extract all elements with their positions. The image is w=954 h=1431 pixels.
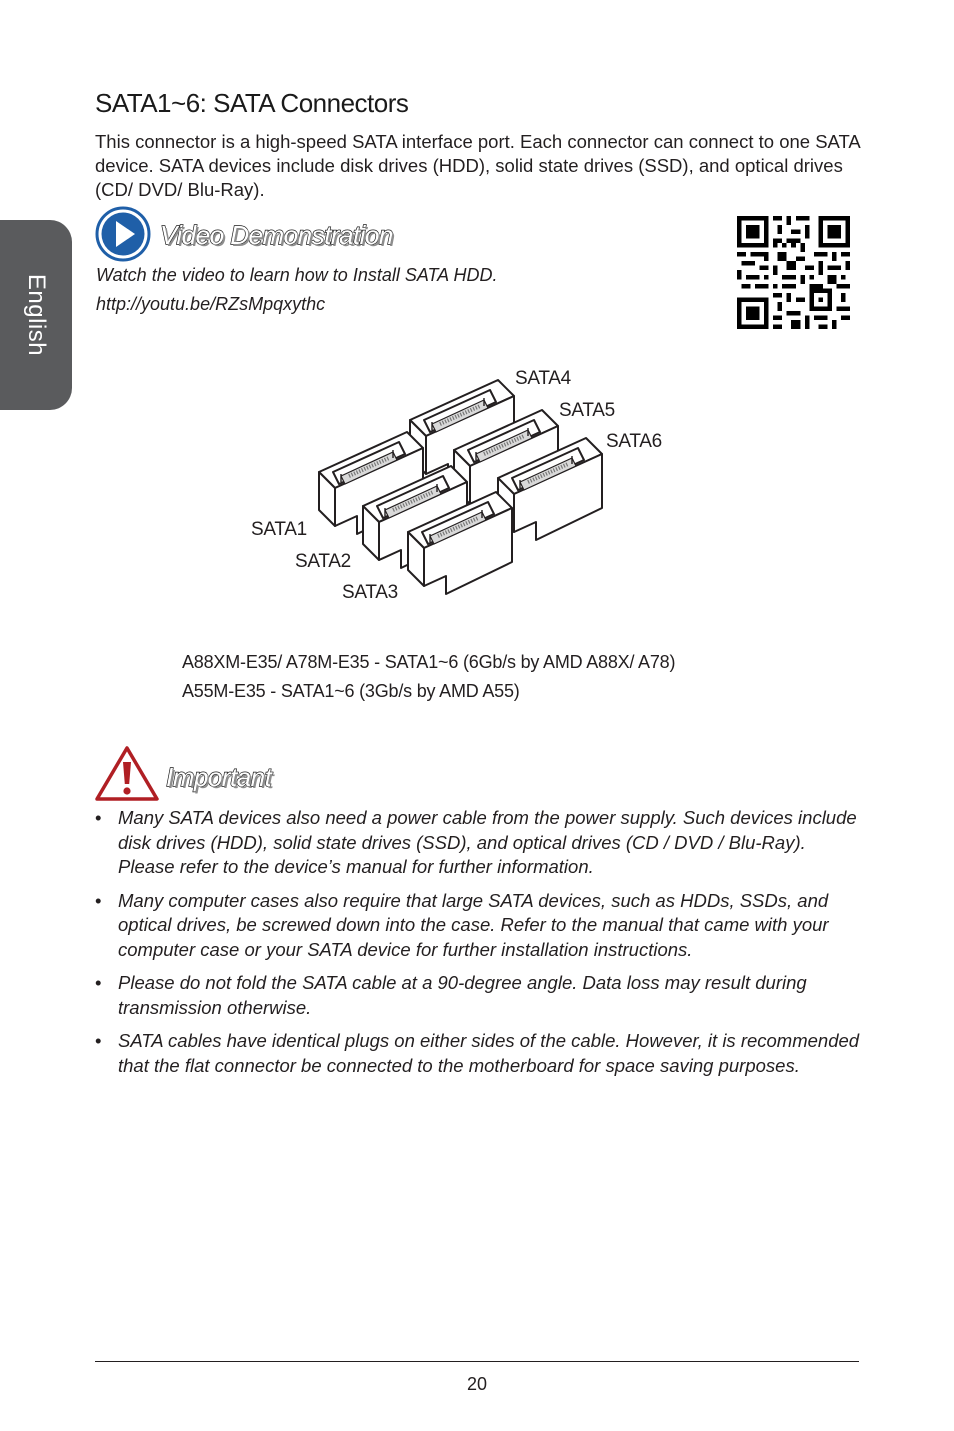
language-tab-label: English [23,273,50,357]
play-icon [95,206,151,262]
important-heading: Important [166,762,272,792]
sata4-label: SATA4 [515,368,571,389]
footer-divider [95,1361,859,1362]
video-link[interactable]: http://youtu.be/RZsMpqxythc [96,294,326,314]
list-item [95,971,865,1020]
list-item [95,806,865,880]
video-heading: Video Demonstration [160,220,393,250]
bullet-marker: • [95,1030,102,1051]
section-title: SATA1~6: SATA Connectors [95,88,409,118]
list-item-text: Many SATA devices also need a power cable from the power supply. Such devices include disk drives (HDD), solid state drives (SSD), and optical drives (CD / DVD / Blu-Ray). Please refer to the device’s manual for further information. [118,807,857,877]
sata2-label: SATA2 [295,551,351,572]
bullet-marker: • [95,972,102,993]
bullet-marker: • [95,889,102,911]
sata6-label: SATA6 [606,431,662,452]
list-item-text: SATA cables have identical plugs on either sides of the cable. However, it is recommended that the flat connector be connected to the motherboard for space saving purposes. [118,1030,860,1076]
qr-code-icon [737,216,850,329]
spec-line: A55M-E35 - SATA1~6 (3Gb/s by AMD A55) [182,681,520,701]
page-number: 20 [466,1374,488,1394]
bullet-marker: • [95,807,102,828]
list-item-text: Please do not fold the SATA cable at a 90-degree angle. Data loss may result during transmission otherwise. [118,972,807,1018]
list-item [95,889,865,963]
sata-connectors-diagram [300,370,720,610]
important-list [95,806,865,1087]
sata3-label: SATA3 [342,582,398,603]
spec-line: A88XM-E35/ A78M-E35 - SATA1~6 (6Gb/s by AMD A88X/ A78) [182,652,676,672]
intro-paragraph: This connector is a high-speed SATA interface port. Each connector can connect to one SATA device. SATA devices include disk drives (HDD), solid state drives (SSD), and optical drives (CD/ DVD/ Blu-Ray). [95,131,860,200]
warning-icon [95,746,159,802]
video-description: Watch the video to learn how to Install SATA HDD. [96,265,498,285]
language-tab [0,220,72,410]
list-item-text: Many computer cases also require that large SATA devices, such as HDDs, SSDs, and optical drives, be screwed down into the case. Refer to the manual that came with your computer case or your SATA device for further installation instructions. [118,889,829,960]
sata1-label: SATA1 [251,519,307,540]
list-item [95,1029,865,1078]
sata5-label: SATA5 [559,400,615,421]
